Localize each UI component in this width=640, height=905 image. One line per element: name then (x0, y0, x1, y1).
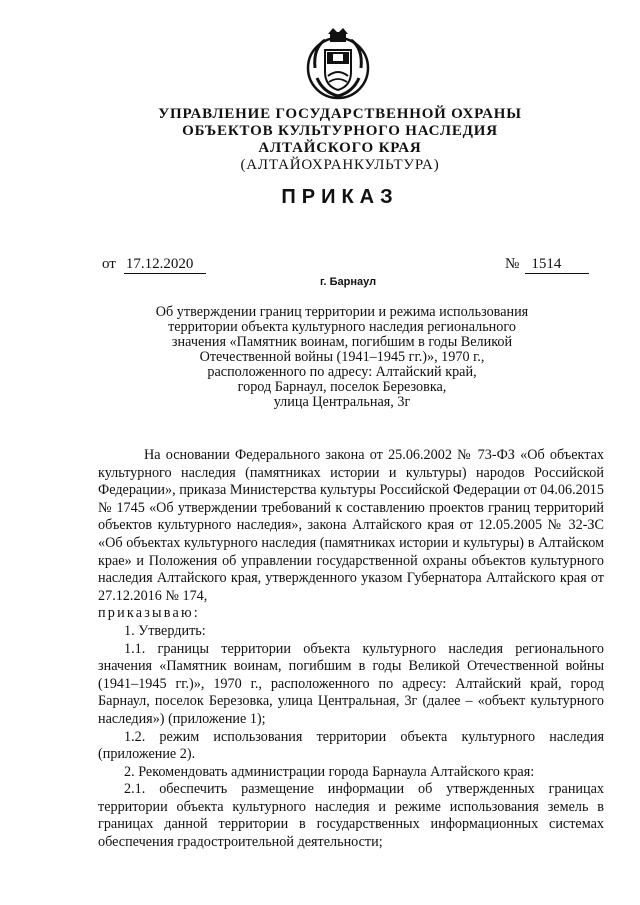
item-2: 2. Рекомендовать администрации города Барнаула Алтайского края: (124, 763, 535, 780)
org-line: АЛТАЙСКОГО КРАЯ (258, 140, 422, 156)
item-1-1: 1.1. границы территории объекта культурного наследия регионального значения «Памятник воинам, погибшим в годы Великой Отечественной войны (1941–1945 гг.)», 1970 г., расположенного по адресу: Алтайский край, город Барнаул, поселок Березовка, улица Центральная, 3г (далее – «объект культурного наследия») (приложение 1); (98, 640, 604, 727)
subject-line: расположенного по адресу: Алтайский край, (207, 364, 477, 380)
document-date (102, 256, 206, 274)
altai-coat-of-arms-emblem (303, 28, 373, 100)
subject-line: Об утверждении границ территории и режима использования (155, 304, 529, 320)
subject-line: улица Центральная, 3г (273, 394, 411, 410)
number-prefix: № (505, 256, 520, 272)
org-line: УПРАВЛЕНИЕ ГОСУДАРСТВЕННОЙ ОХРАНЫ (158, 106, 522, 122)
city-label: г. Барнаул (320, 276, 377, 288)
document-type-title: ПРИКАЗ (281, 186, 399, 208)
org-line: ОБЪЕКТОВ КУЛЬТУРНОГО НАСЛЕДИЯ (182, 123, 498, 139)
subject-line: значения «Памятник воинам, погибшим в годы Великой (171, 334, 513, 350)
subject-line: территории объекта культурного наследия регионального (168, 319, 516, 335)
subject-line: город Барнаул, поселок Березовка, (237, 379, 447, 395)
subject-line: Отечественной войны (1941–1945 гг.)», 1970 г., (199, 349, 485, 365)
item-1: 1. Утвердить: (124, 622, 206, 639)
issuing-organization (0, 106, 640, 174)
number-value: 1514 (525, 256, 589, 274)
date-prefix: от (102, 256, 116, 272)
item-2-1: 2.1. обеспечить размещение информации об утвержденных границах территории объекта культурного наследия и режиме использования земель в границах данной территории в государственных информационных системах обеспечения градостроительной деятельности; (98, 781, 604, 851)
document-subject (100, 305, 584, 410)
document-number (505, 256, 589, 274)
preamble-paragraph: На основании Федерального закона от 25.06.2002 № 73-ФЗ «Об объектах культурного наследия (памятниках истории и культуры) народов Российской Федерации», приказа Министерства культуры Российской Федерации от 04.06.2015 № 1745 «Об утверждении требований к составлению проектов границ территорий объектов культурного наследия», закона Алтайского края от 12.05.2005 № 32-ЗС «Об объектах культурного наследия (памятниках истории и культуры) в Алтайском крае» и Положения об управлении государственной охраны объектов культурного наследия Алтайского края, утвержденного указом Губернатора Алтайского края от 27.12.2016 № 174, (98, 447, 604, 604)
date-value: 17.12.2020 (124, 256, 206, 274)
org-abbreviation: (АЛТАЙОХРАНКУЛЬТУРА) (240, 157, 440, 173)
order-word: приказываю: (98, 605, 200, 622)
document-body (98, 447, 604, 852)
item-1-2: 1.2. режим использования территории объекта культурного наследия (приложение 2). (98, 728, 604, 763)
